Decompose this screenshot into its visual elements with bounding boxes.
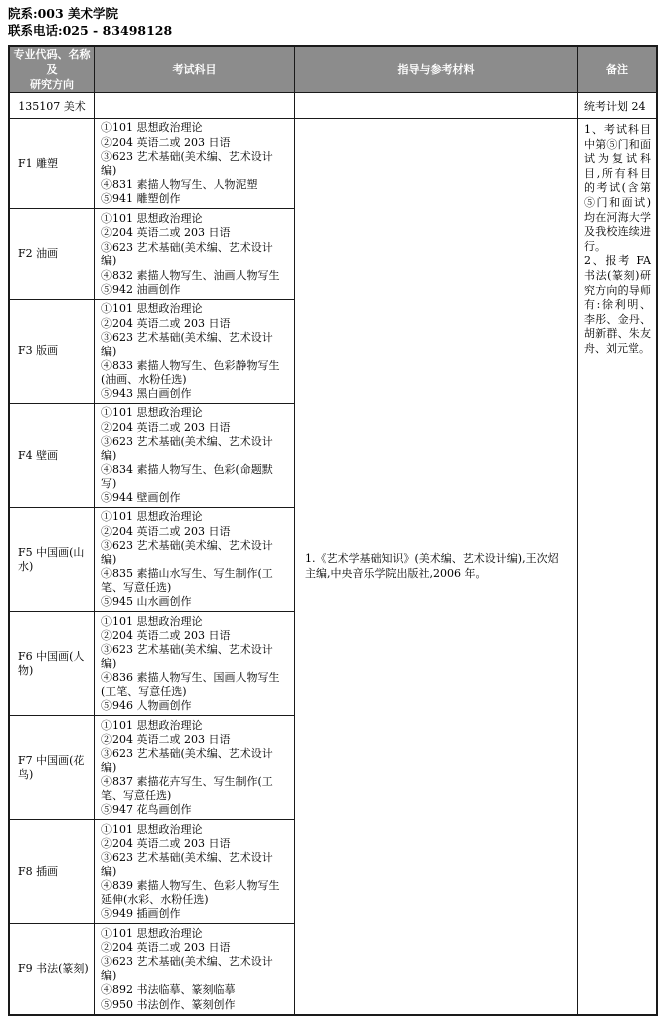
- document-page: [0, 5, 666, 1011]
- subject-line: ②204 英语二或 203 日语: [101, 420, 231, 434]
- note-paragraph-1: 1、考试科目中第⑤门和面试为复试科目,所有科目的考试(含第⑤门和面试)均在河海大学及我校连续进行。: [584, 123, 651, 253]
- subject-line: ④835 素描山水写生、写生制作(工笔、写意任选): [101, 567, 273, 594]
- subject-line: ④832 素描人物写生、油画人物写生: [101, 268, 280, 282]
- program-row: [10, 209, 295, 299]
- subject-line: ③623 艺术基础(美术编、艺术设计编): [101, 240, 273, 268]
- major-row: [10, 93, 656, 119]
- subject-line: ①101 思想政治理论: [101, 406, 203, 420]
- admission-table: [8, 45, 658, 1016]
- col-header-program-line2: 研究方向: [30, 78, 74, 91]
- program-row: [10, 612, 295, 716]
- subject-line: ②204 英语二或 203 日语: [101, 628, 231, 642]
- subject-line: ①101 思想政治理论: [101, 302, 203, 316]
- subject-line: ①101 思想政治理论: [101, 822, 203, 836]
- subject-line: ②204 英语二或 203 日语: [101, 135, 231, 149]
- program-row: [10, 716, 295, 820]
- subject-line: ⑤946 人物画创作: [101, 699, 192, 713]
- program-subjects: [95, 508, 295, 611]
- subject-line: ①101 思想政治理论: [101, 926, 203, 940]
- note-paragraph-2: 2、报考 FA 书法(篆刻)研究方向的导师有:徐利明、李彤、金丹、胡新群、朱友舟、刘元堂。: [584, 254, 651, 355]
- program-row: [10, 300, 295, 404]
- program-row: [10, 508, 295, 612]
- reference-materials-cell: [295, 119, 578, 1014]
- subject-line: ④836 素描人物写生、国画人物写生(工笔、写意任选): [101, 671, 280, 698]
- subject-line: ④839 素描人物写生、色彩人物写生延伸(水彩、水粉任选): [101, 879, 280, 906]
- program-subjects: [95, 119, 295, 208]
- subject-line: ①101 思想政治理论: [101, 211, 203, 225]
- major-materials-cell-empty: [295, 93, 578, 118]
- subject-line: ③623 艺术基础(美术编、艺术设计编): [101, 851, 273, 878]
- phone-line: 联系电话:025 - 83498128: [8, 23, 173, 38]
- program-label: F9 书法(篆刻): [10, 924, 95, 1013]
- program-row: [10, 119, 295, 209]
- program-subjects: [95, 820, 295, 923]
- subject-line: ①101 思想政治理论: [101, 510, 203, 524]
- subject-line: ①101 思想政治理论: [101, 614, 203, 628]
- program-row: [10, 924, 295, 1013]
- col-header-subjects: 考试科目: [95, 47, 295, 92]
- table-header-row: [10, 47, 656, 93]
- subject-line: ⑤945 山水画创作: [101, 595, 192, 609]
- subject-line: ③623 艺术基础(美术编、艺术设计编): [101, 643, 273, 670]
- program-label: F1 雕塑: [10, 119, 95, 208]
- program-subjects: [95, 300, 295, 403]
- program-row: [10, 820, 295, 924]
- program-label: F4 壁画: [10, 404, 95, 507]
- subject-line: ②204 英语二或 203 日语: [101, 524, 231, 538]
- major-note-cell: 统考计划 24: [584, 99, 646, 113]
- subject-line: ⑤942 油画创作: [101, 282, 181, 296]
- subject-line: ②204 英语二或 203 日语: [101, 226, 231, 240]
- program-label: F7 中国画(花鸟): [10, 716, 95, 819]
- program-subjects: [95, 209, 295, 298]
- col-header-program: [10, 47, 95, 92]
- subject-line: ①101 思想政治理论: [101, 121, 203, 135]
- col-header-notes: 备注: [606, 63, 628, 76]
- col-header-materials: 指导与参考材料: [295, 47, 578, 92]
- subject-line: ⑤949 插画创作: [101, 907, 181, 921]
- subject-line: ③623 艺术基础(美术编、艺术设计编): [101, 955, 273, 983]
- subject-line: ④831 素描人物写生、人物泥塑: [101, 178, 258, 192]
- subject-line: ②204 英语二或 203 日语: [101, 941, 231, 955]
- reference-materials-text: 1.《艺术学基础知识》(美术编、艺术设计编),王次炤主编,中央音乐学院出版社,2006 年。: [305, 552, 559, 581]
- subject-line: ③623 艺术基础(美术编、艺术设计编): [101, 747, 273, 774]
- subject-line: ⑤943 黑白画创作: [101, 387, 192, 401]
- program-subjects: [95, 716, 295, 819]
- table-body: [10, 119, 656, 1014]
- notes-cell: [578, 119, 656, 1014]
- program-label: F6 中国画(人物): [10, 612, 95, 715]
- program-label: F2 油画: [10, 209, 95, 298]
- col-header-program-line1: 专业代码、名称及: [13, 48, 91, 76]
- program-label: F8 插画: [10, 820, 95, 923]
- subject-line: ④892 书法临摹、篆刻临摹: [101, 983, 236, 997]
- subject-line: ①101 思想政治理论: [101, 718, 203, 732]
- subject-line: ③623 艺术基础(美术编、艺术设计编): [101, 331, 273, 358]
- program-subjects: [95, 612, 295, 715]
- program-subjects: [95, 404, 295, 507]
- subject-line: ⑤950 书法创作、篆刻创作: [101, 997, 236, 1011]
- department-line: 院系:003 美术学院: [8, 6, 119, 21]
- program-label: F3 版画: [10, 300, 95, 403]
- subject-line: ④834 素描人物写生、色彩(命题默写): [101, 463, 273, 490]
- subject-line: ②204 英语二或 203 日语: [101, 732, 231, 746]
- program-subjects: [95, 924, 295, 1013]
- subject-line: ⑤947 花鸟画创作: [101, 803, 192, 817]
- subject-line: ③623 艺术基础(美术编、艺术设计编): [101, 150, 273, 177]
- program-rows: [10, 119, 295, 1014]
- subject-line: ⑤944 壁画创作: [101, 491, 181, 505]
- program-row: [10, 404, 295, 508]
- subject-line: ②204 英语二或 203 日语: [101, 316, 231, 330]
- subject-line: ②204 英语二或 203 日语: [101, 837, 231, 851]
- subject-line: ④837 素描花卉写生、写生制作(工笔、写意任选): [101, 775, 273, 802]
- major-code-cell: 135107 美术: [10, 93, 95, 118]
- subject-line: ③623 艺术基础(美术编、艺术设计编): [101, 435, 273, 462]
- major-subjects-cell-empty: [95, 93, 295, 118]
- page-header: [8, 5, 666, 39]
- subject-line: ③623 艺术基础(美术编、艺术设计编): [101, 539, 273, 566]
- program-label: F5 中国画(山水): [10, 508, 95, 611]
- subject-line: ⑤941 雕塑创作: [101, 192, 181, 206]
- subject-line: ④833 素描人物写生、色彩静物写生(油画、水粉任选): [101, 359, 280, 386]
